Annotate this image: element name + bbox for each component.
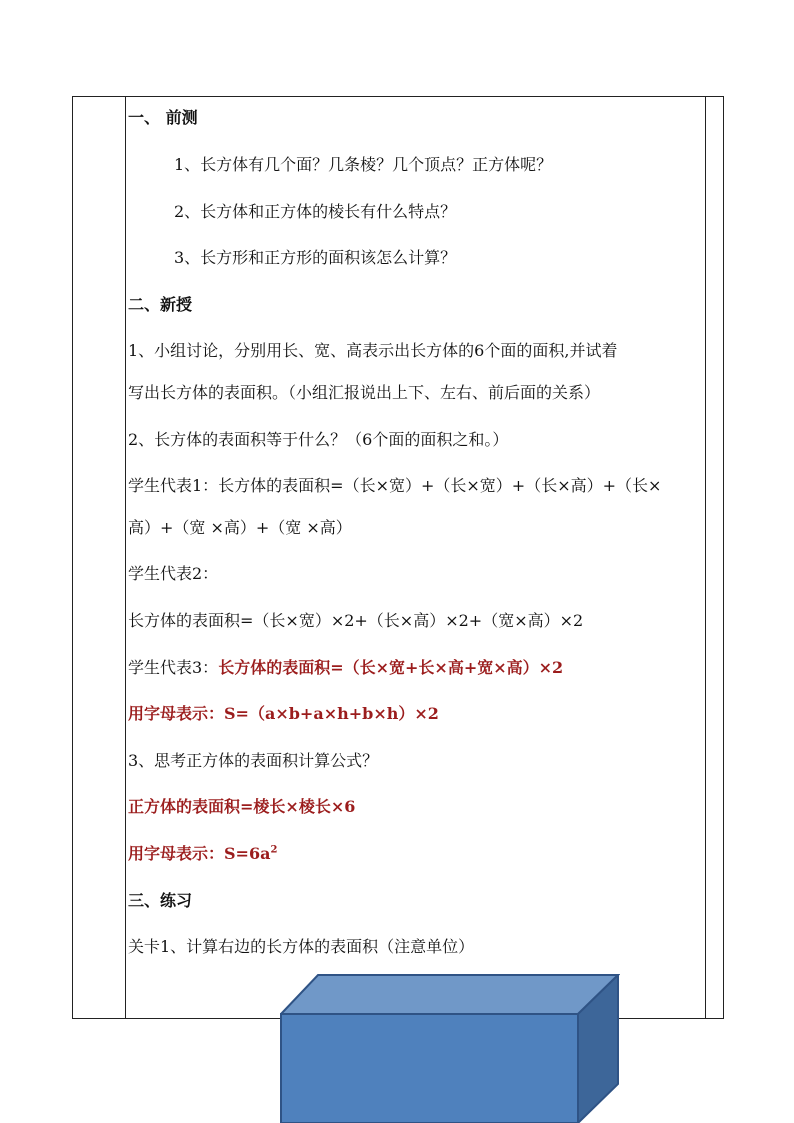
cuboid-letter-formula: 用字母表示：S=（a×b+a×h+b×h）×2: [128, 704, 439, 723]
student-rep-3: [128, 658, 563, 678]
student-rep-1-line-2: 高）+（宽 ×高）+（宽 ×高）: [128, 518, 352, 537]
table-right-divider: [705, 96, 706, 1019]
cuboid-front-face: [281, 1014, 578, 1123]
section-new-lesson-heading: 二、新授: [128, 295, 193, 314]
pretest-question-3: 3、长方形和正方形的面积该怎么计算？: [174, 248, 457, 267]
section-pretest-heading: 一、 前测: [128, 108, 198, 127]
student-rep-2-formula: 长方体的表面积=（长×宽）×2+（长×高）×2+（宽×高）×2: [128, 611, 584, 630]
exponent-superscript: 2: [270, 844, 278, 856]
surface-area-question: 2、长方体的表面积等于什么？（6个面的面积之和。）: [128, 430, 509, 449]
cube-letter-formula-text: 用字母表示：S=6a: [128, 844, 271, 863]
student-rep-3-label: 学生代表3：: [128, 658, 219, 677]
cuboid-top-face: [281, 975, 618, 1014]
pretest-question-1: 1、长方体有几个面？几条棱？几个顶点？正方体呢？: [174, 155, 553, 174]
practice-level-1: 关卡1、计算右边的长方体的表面积（注意单位）: [128, 937, 475, 956]
cube-letter-formula: [128, 844, 277, 864]
discussion-line-2: 写出长方体的表面积。（小组汇报说出上下、左右、前后面的关系）: [128, 383, 601, 402]
cuboid-surface-area-formula: 长方体的表面积=（长×宽+长×高+宽×高）×2: [218, 658, 564, 677]
section-practice-heading: 三、练习: [128, 891, 193, 910]
student-rep-2-label: 学生代表2：: [128, 564, 219, 583]
cube-surface-area-formula: 正方体的表面积=棱长×棱长×6: [128, 797, 356, 816]
cube-formula-question: 3、思考正方体的表面积计算公式？: [128, 751, 379, 770]
table-left-divider: [125, 96, 126, 1019]
table-frame: [72, 96, 724, 1019]
discussion-line-1: 1、小组讨论，分别用长、宽、高表示出长方体的6个面的面积,并试着: [128, 341, 618, 360]
pretest-question-2: 2、长方体和正方体的棱长有什么特点？: [174, 202, 457, 221]
cuboid-illustration: [280, 974, 620, 1123]
student-rep-1-line-1: 学生代表1：长方体的表面积=（长×宽）+（长×宽）+（长×高）+（长×: [128, 476, 662, 495]
